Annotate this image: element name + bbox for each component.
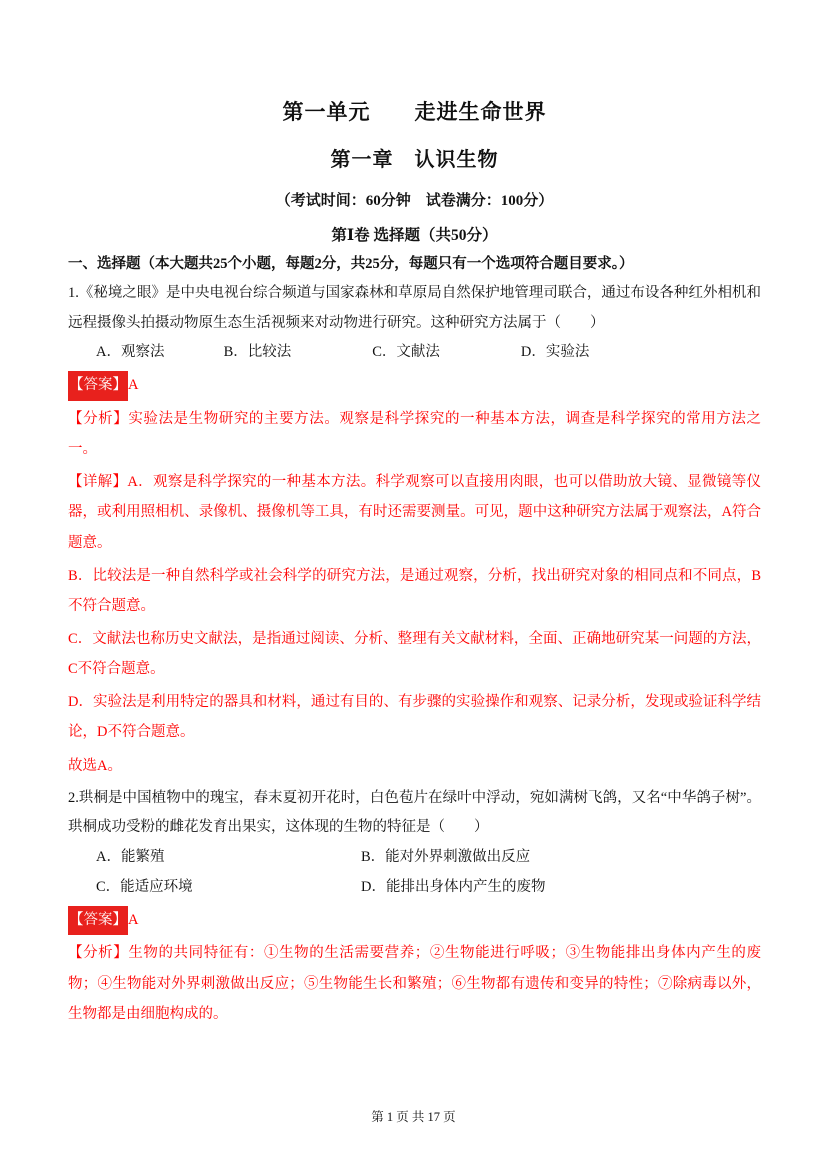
question-1-conclusion: 故选A。 (68, 757, 122, 774)
question-2-options (68, 843, 761, 902)
analysis-label: 【分析】 (68, 410, 129, 427)
question-1-options (68, 338, 761, 368)
question-1-option-b: B．比较法 (223, 344, 292, 361)
page-footer: 第 1 页 共 17 页 (371, 1110, 456, 1124)
question-2 (68, 784, 761, 1029)
unit-title: 第一单元 走进生命世界 (282, 100, 547, 124)
question-1-option-c: C．文献法 (372, 344, 440, 361)
question-1-detail-b: B．比较法是一种自然科学或社会科学的研究方法，是通过观察，分析，找出研究对象的相同点和不同点，B不符合题意。 (68, 567, 761, 614)
detail-text-a: A．观察是科学探究的一种基本方法。科学观察可以直接用肉眼，也可以借助放大镜、显微镜等仪器，或利用照相机、录像机、摄像机等工具，有时还需要测量。可见，题中这种研究方法属于观察法，A符合题意。 (68, 474, 762, 551)
question-2-analysis (68, 938, 761, 1028)
detail-label: 【详解】 (68, 474, 128, 491)
question-2-option-b: B．能对外界刺激做出反应 (361, 849, 531, 866)
question-1-detail-d: D．实验法是利用特定的器具和材料，通过有目的、有步骤的实验操作和观察、记录分析，发现或验证科学结论，D不符合题意。 (68, 694, 761, 741)
answer-value: A (128, 377, 139, 394)
question-1-option-a: A．观察法 (96, 344, 165, 361)
question-2-option-c: C．能适应环境 (96, 878, 193, 895)
question-1 (68, 279, 761, 781)
volume-heading: 第Ⅰ卷 选择题（共50分） (331, 227, 498, 244)
question-1-detail-c: C．文献法也称历史文献法，是指通过阅读、分析、整理有关文献材料，全面、正确地研究某一问题的方法，C不符合题意。 (68, 630, 761, 678)
question-2-option-a: A．能繁殖 (96, 849, 165, 866)
section-heading: 一、选择题（本大题共25个小题，每题2分，共25分，每题只有一个选项符合题目要求。） (68, 256, 634, 272)
question-1-detail-a (68, 467, 761, 557)
question-2-stem: 2.珙桐是中国植物中的瑰宝，春末夏初开花时，白色苞片在绿叶中浮动，宛如满树飞鸽，又名“中华鸽子树”。珙桐成功受粉的雌花发育出果实，这体现的生物的特征是（ ） (68, 789, 761, 836)
question-2-answer-line (68, 906, 761, 936)
analysis-text: 生物的共同特征有：①生物的生活需要营养；②生物能进行呼吸；③生物能排出身体内产生的废物；④生物能对外界刺激做出反应；⑤生物能生长和繁殖；⑥生物都有遗传和变异的特性；⑦除病毒以外，生物都是由细胞构成的。 (68, 945, 761, 1022)
question-1-answer-line (68, 371, 761, 401)
question-2-option-d: D．能排出身体内产生的废物 (361, 878, 546, 895)
question-1-analysis (68, 404, 761, 464)
analysis-text: 实验法是生物研究的主要方法。观察是科学探究的一种基本方法，调查是科学探究的常用方法之一。 (68, 410, 761, 458)
question-1-option-d: D．实验法 (520, 344, 590, 361)
analysis-label: 【分析】 (68, 945, 129, 962)
question-1-stem: 1.《秘境之眼》是中央电视台综合频道与国家森林和草原局自然保护地管理司联合，通过布设各种红外相机和远程摄像头拍摄动物原生态生活视频来对动物进行研究。这种研究方法属于（ ） (68, 285, 761, 331)
answer-label: 【答案】 (68, 371, 128, 401)
answer-label: 【答案】 (68, 906, 128, 936)
exam-meta: （考试时间：60分钟 试卷满分：100分） (275, 193, 554, 209)
answer-value: A (128, 911, 139, 928)
chapter-title: 第一章 认识生物 (330, 149, 499, 171)
